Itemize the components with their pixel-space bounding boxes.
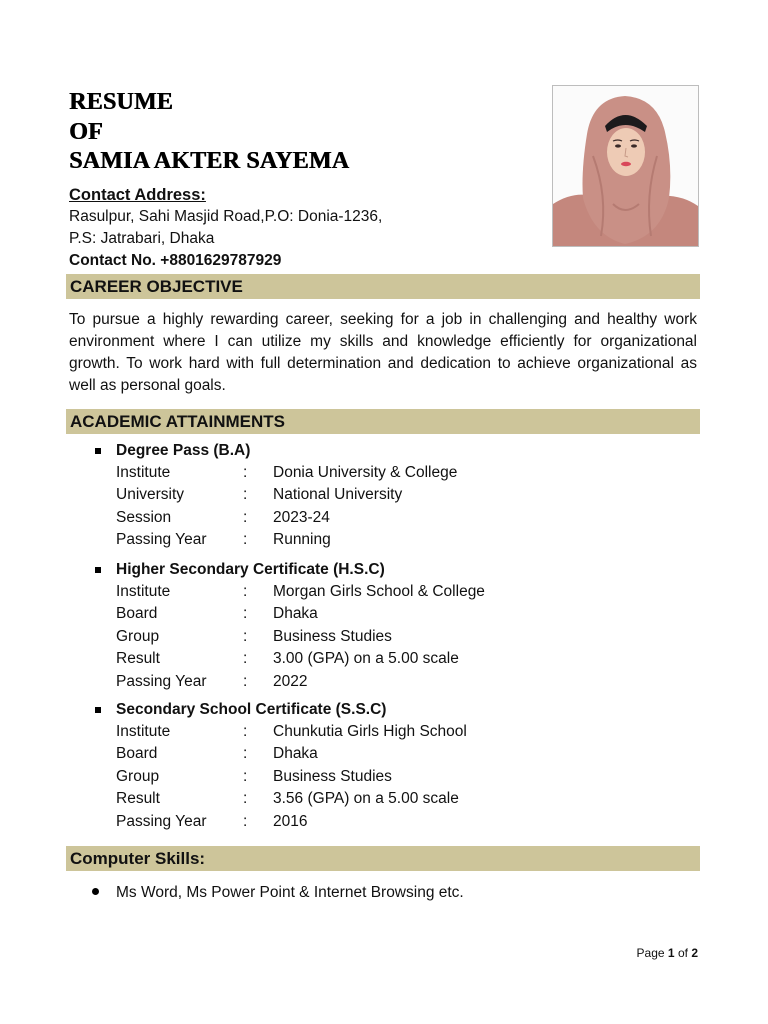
field-label: Result [116,650,160,668]
degree-hsc [92,559,485,693]
field-value: 3.56 (GPA) on a 5.00 scale [273,790,459,808]
degree-row [92,529,331,551]
degree-row [92,766,392,788]
field-value: Donia University & College [273,464,458,481]
degree-row [92,788,459,810]
bullet-dot-icon [92,888,99,895]
degree-row [92,462,458,484]
degree-row [92,484,403,506]
computer-skills-item [92,882,464,904]
bullet-square-icon [95,448,101,454]
field-label: University [116,486,185,504]
degree-row [92,721,467,743]
field-label: Session [116,508,172,526]
field-separator: : [243,723,248,740]
computer-skills-text: Ms Word, Ms Power Point & Internet Browsing etc. [116,884,464,901]
field-separator: : [243,486,248,504]
field-separator: : [243,672,248,690]
field-separator: : [243,583,248,600]
field-label: Institute [116,583,171,600]
academic-attainments-heading: ACADEMIC ATTAINMENTS [66,409,700,434]
field-label: Result [116,790,160,808]
field-value: Dhaka [273,605,318,623]
degree-title: Degree Pass (B.A) [116,442,251,459]
field-separator: : [243,812,248,830]
profile-photo-illustration [553,86,698,246]
field-separator: : [243,531,248,549]
field-label: Institute [116,723,171,740]
field-value: Business Studies [273,767,392,785]
field-value: 2023-24 [273,508,330,526]
field-label: Group [116,767,160,785]
contact-address-label: Contact Address: [69,186,206,204]
bullet-square-icon [95,707,101,713]
field-value: Business Studies [273,627,392,645]
field-separator: : [243,508,248,526]
field-value: Morgan Girls School & College [273,583,485,600]
field-value: 2022 [273,672,308,690]
field-separator: : [243,650,248,668]
title-line-of: OF [69,118,103,145]
degree-row [92,811,386,833]
page-footer [637,946,698,960]
degree-row [92,581,485,603]
contact-phone: Contact No. +8801629787929 [69,252,282,269]
degree-title: Higher Secondary Certificate (H.S.C) [116,561,385,578]
profile-photo [552,85,699,247]
field-label: Group [116,627,160,645]
career-objective-text: To pursue a highly rewarding career, seeking for a job in challenging and healthy work environment where I can utilize my skills and knowledge efficiently for organizational growth. To work hard with full determination and dedication to achieve organizational as well as personal goals. [69,311,697,394]
degree-row [92,626,392,648]
degree-row [92,671,385,693]
page-current: 1 [667,946,675,960]
field-separator: : [243,745,248,763]
title-line-resume: RESUME [69,89,173,115]
of-word: of [677,946,688,960]
field-label: Board [116,745,158,763]
degree-row [92,507,330,529]
career-objective-heading: CAREER OBJECTIVE [66,274,700,299]
degree-row [92,603,385,625]
degree-row [92,648,459,670]
field-separator: : [243,605,248,623]
address-line-1: Rasulpur, Sahi Masjid Road,P.O: Donia-1236, [69,208,383,225]
degree-ssc-heading [92,699,386,721]
degree-ssc [92,699,467,833]
resume-title [69,88,349,177]
field-value: Running [273,531,331,549]
field-label: Passing Year [116,812,207,830]
degree-row [92,743,386,765]
field-value: Dhaka [273,745,318,763]
field-separator: : [243,767,248,785]
field-separator: : [243,627,248,645]
page-total: 2 [691,946,698,960]
field-value: National University [273,486,403,504]
degree-hsc-heading [92,559,385,581]
field-separator: : [243,790,248,808]
field-separator: : [243,464,248,481]
bullet-square-icon [95,567,101,573]
degree-ba [92,440,458,552]
field-label: Institute [116,464,171,481]
address-line-2: P.S: Jatrabari, Dhaka [69,230,215,247]
contact-block [69,184,382,272]
field-label: Passing Year [116,531,207,549]
degree-ba-heading [92,440,250,462]
page-word: Page [636,946,665,960]
field-value: 2016 [273,812,308,830]
field-value: 3.00 (GPA) on a 5.00 scale [273,650,459,668]
field-label: Board [116,605,158,623]
field-label: Passing Year [116,672,207,690]
computer-skills-heading: Computer Skills: [66,846,700,871]
field-value: Chunkutia Girls High School [273,723,467,740]
title-line-name: SAMIA AKTER SAYEMA [69,148,350,174]
degree-title: Secondary School Certificate (S.S.C) [116,701,387,718]
